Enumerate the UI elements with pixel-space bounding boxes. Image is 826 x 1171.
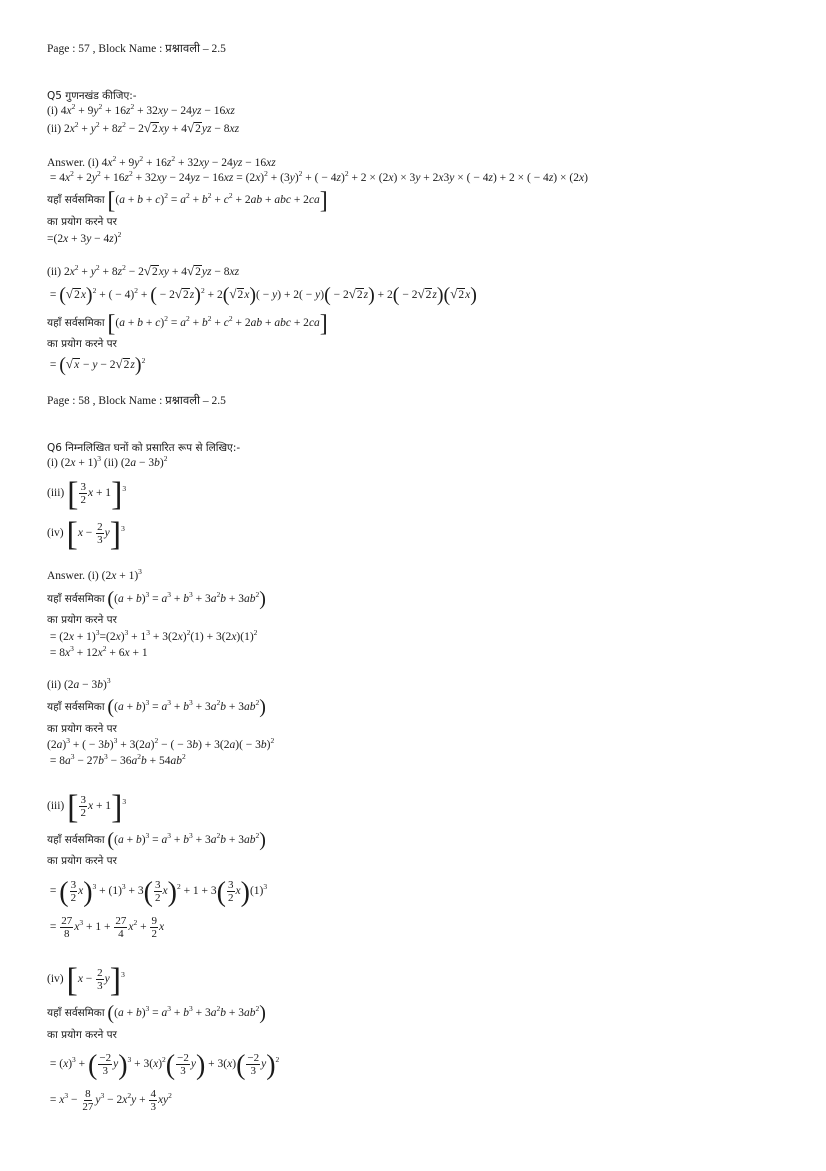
q6-answer-iv: (iv) [x − $\frac{2}{3}$ y]$^3$ bbox=[47, 962, 125, 999]
page-header-58: Page : 58 , Block Name : प्रश्नावली – 2.5 bbox=[47, 395, 226, 407]
answer-label: Answer. (i) bbox=[47, 157, 99, 169]
identity-cube-4: यहाँ सर्वसमिका $((a + b)^3 = a^3 + b^3 + 3a^2b + 3ab^2)$ bbox=[47, 1002, 266, 1024]
q6-part-i-ii: (i) $(2x + 1)^3$ (ii) $(2a - 3b)^2$ bbox=[47, 454, 168, 469]
identity-label: यहाँ सर्वसमिका bbox=[47, 194, 105, 206]
label-ii: (ii) bbox=[47, 266, 62, 278]
label-ii: (ii) bbox=[103, 457, 118, 469]
q5-answer-i-step1: = $4x^2 + 2y^2 + 16z^2 + 32xy - 24yz - 16xz = (2x)^2 + (3y)^2$ + ( − 4z)$^2$ + 2 × (2x) × 3y + 2x3y × ( − 4z) + 2 × ( − 4z) × (2x) bbox=[47, 169, 588, 184]
q6-answer-ii-result: = $8a^3 - 27b^3 - 36a^2b + 54ab^2$ bbox=[47, 752, 186, 767]
identity-label: यहाँ सर्वसमिका bbox=[47, 1007, 105, 1019]
label-ii: (ii) bbox=[47, 679, 62, 691]
apply-text: का प्रयोग करने पर bbox=[47, 614, 117, 626]
identity-cube-1: यहाँ सर्वसमिका $((a + b)^3 = a^3 + b^3 + 3a^2b + 3ab^2)$ bbox=[47, 588, 266, 610]
label-i: (i) bbox=[47, 457, 58, 469]
label-iv: (iv) bbox=[47, 973, 64, 985]
q5-answer-i-result: $=(2x + 3y - 4z)^2$ bbox=[47, 230, 122, 245]
q6-answer-iii: (iii) [ $\frac{3}{2}$ x + 1]$^3$ bbox=[47, 789, 127, 826]
q5-answer-ii-result: = $(√x - y - 2√2z)^2$ bbox=[47, 354, 146, 376]
q6-answer-i-result: = $8x^3 + 12x^2 + 6x + 1$ bbox=[47, 644, 148, 659]
apply-text: का प्रयोग करने पर bbox=[47, 338, 117, 350]
q6-answer-iv-step1: = $(x)^3$ + ( $\frac{-2}{3}$ $y)^3 + 3(x)^2$( $\frac{-2}{3}$ y) + 3(x)( $\frac{-2}{3}$ y)$^2$ bbox=[47, 1050, 280, 1081]
identity-label: यहाँ सर्वसमिका bbox=[47, 593, 105, 605]
q6-answer-ii-step1: $(2a)^3$ + ( − $3b)^3 + 3(2a)^2$ − ( − $3b) + 3(2a)( - 3b)^2$ bbox=[47, 736, 275, 751]
q5-answer-i: Answer. (i) $4x^2 + 9y^2 + 16z^2 + 32xy - 24yz - 16xz$ bbox=[47, 154, 276, 169]
label-iii: (iii) bbox=[47, 487, 65, 499]
apply-text: का प्रयोग करने पर bbox=[47, 855, 117, 867]
q5-part-ii: (ii) $2x^2 + y^2 + 8z^2 - 2√2xy + 4√2yz - 8xz$ bbox=[47, 120, 240, 135]
apply-text: का प्रयोग करने पर bbox=[47, 1029, 117, 1041]
identity-cube-2: यहाँ सर्वसमिका $((a + b)^3 = a^3 + b^3 + 3a^2b + 3ab^2)$ bbox=[47, 696, 266, 718]
q5-part-i: (i) $4x^2 + 9y^2 + 16z^2 + 32xy - 24yz - 16xz$ bbox=[47, 102, 235, 117]
q6-answer-iii-step1: = ( $\frac{3}{2}$ $x)^3 + (1)^3 + 3$( $\frac{3}{2}$ x)$^2$ + 1 + 3( $\frac{3}{2}$ $x)(1)^3$ bbox=[47, 877, 268, 908]
q6-answer-iv-result: = $x^3$ − $\frac{8}{27}$ $y^3 - 2x^2y$ + $\frac{4}{3}$ $xy^2$ bbox=[47, 1087, 172, 1113]
q6-answer-iii-result: = $\frac{27}{8}$ $x^3 + 1$ + $\frac{27}{4}$ $x^2$ + $\frac{9}{2}$ x bbox=[47, 914, 165, 940]
page-header-57: Page : 57 , Block Name : प्रश्नावली – 2.5 bbox=[47, 43, 226, 55]
identity-line-1: यहाँ सर्वसमिका [$(a + b + c)^2 = a^2 + b^2 + c^2 + 2ab$ + abc + 2ca] bbox=[47, 188, 328, 214]
identity-cube-3: यहाँ सर्वसमिका $((a + b)^3 = a^3 + b^3 + 3a^2b + 3ab^2)$ bbox=[47, 829, 266, 851]
apply-text: का प्रयोग करने पर bbox=[47, 216, 117, 228]
q5-answer-ii-step1: = $(√2x)^2$ + ( − 4)$^2$ + ( − 2√2z)$^2$ + 2(√2x)( − y) + 2( − y)( − 2√2z) + 2( − 2√2z)(√2x) bbox=[47, 284, 477, 306]
identity-line-2: यहाँ सर्वसमिका [$(a + b + c)^2 = a^2 + b^2 + c^2 + 2ab$ + abc + 2ca] bbox=[47, 311, 328, 337]
q5-heading: Q5 गुणनखंड कीजिए:- bbox=[47, 90, 137, 102]
q6-part-iii: (iii) [ $\frac{3}{2}$ x + 1]$^3$ bbox=[47, 476, 127, 513]
answer-label: Answer. (i) bbox=[47, 570, 99, 582]
q6-answer-i-step1: = $(2x + 1)^3=(2x)^3 + 1^3 + 3(2x)^2(1) + 3(2x)(1)^2$ bbox=[47, 628, 258, 643]
q5-answer-ii: (ii) $2x^2 + y^2 + 8z^2 - 2√2xy + 4√2yz - 8xz$ bbox=[47, 263, 240, 278]
q6-part-iv: (iv) [x − $\frac{2}{3}$ y]$^3$ bbox=[47, 516, 125, 553]
q6-answer-ii: (ii) $(2a - 3b)^3$ bbox=[47, 676, 111, 691]
identity-label: यहाँ सर्वसमिका bbox=[47, 834, 105, 846]
label-ii: (ii) bbox=[47, 123, 62, 135]
apply-text: का प्रयोग करने पर bbox=[47, 723, 117, 735]
label-iv: (iv) bbox=[47, 527, 64, 539]
q6-answer-i: Answer. (i) $(2x + 1)^3$ bbox=[47, 567, 142, 582]
identity-label: यहाँ सर्वसमिका bbox=[47, 701, 105, 713]
q6-heading: Q6 निम्नलिखित घनों को प्रसारित रूप से लिखिए:- bbox=[47, 442, 241, 454]
identity-label: यहाँ सर्वसमिका bbox=[47, 317, 105, 329]
label-i: (i) bbox=[47, 105, 58, 117]
label-iii: (iii) bbox=[47, 800, 65, 812]
